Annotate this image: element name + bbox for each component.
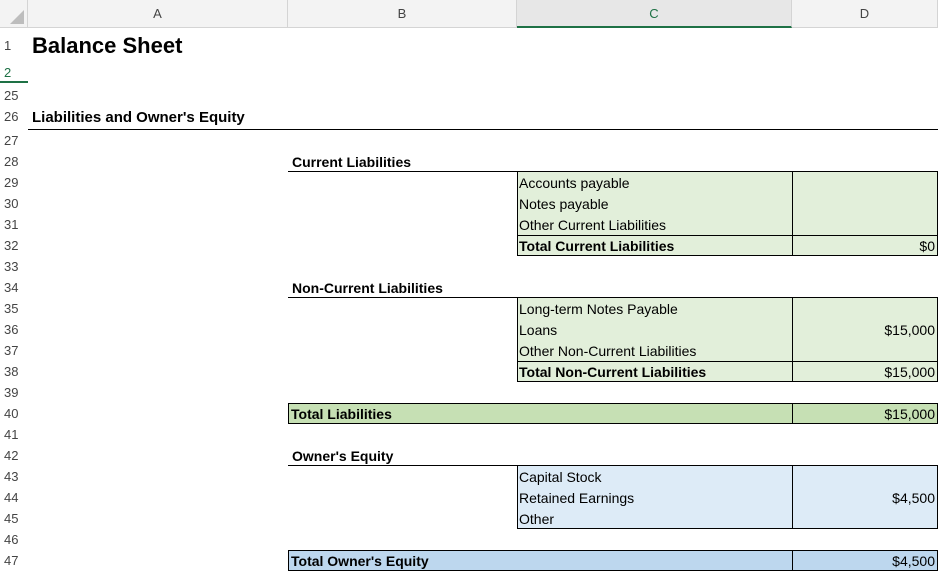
current-block-mid-border [792, 171, 793, 256]
row-selection-indicator [0, 81, 28, 83]
owners-equity-block-bottom-border [517, 528, 938, 529]
row-header-36[interactable]: 36 [0, 319, 28, 340]
non-current-liabilities-heading[interactable]: Non-Current Liabilities [292, 279, 443, 296]
non-current-block-bottom-border [517, 381, 938, 382]
total-liabilities-value[interactable]: $15,000 [884, 405, 935, 422]
row-header-30[interactable]: 30 [0, 193, 28, 214]
loans-label[interactable]: Loans [519, 321, 558, 338]
row-header-2-label: 2 [4, 64, 12, 80]
select-all-corner[interactable] [0, 0, 28, 28]
row-header-32[interactable]: 32 [0, 235, 28, 256]
non-current-block-left-border [517, 297, 518, 382]
row-header-46[interactable]: 46 [0, 529, 28, 550]
total-owners-equity-label[interactable]: Total Owner's Equity [291, 552, 429, 569]
current-block-bottom-border [517, 255, 938, 256]
other-current-liabilities-label[interactable]: Other Current Liabilities [519, 216, 667, 233]
row-header-25[interactable]: 25 [0, 85, 28, 106]
row-header-44[interactable]: 44 [0, 487, 28, 508]
row-header-34[interactable]: 34 [0, 277, 28, 298]
row-header-40[interactable]: 40 [0, 403, 28, 424]
row-header-26[interactable]: 26 [0, 106, 28, 127]
capital-stock-label[interactable]: Capital Stock [519, 468, 602, 485]
row-header-43[interactable]: 43 [0, 466, 28, 487]
total-current-liabilities-value[interactable]: $0 [919, 237, 935, 254]
owners-equity-heading-underline [288, 465, 517, 466]
column-header-d[interactable]: D [792, 0, 938, 28]
total-owners-equity-value[interactable]: $4,500 [892, 552, 935, 569]
row-header-37[interactable]: 37 [0, 340, 28, 361]
current-liabilities-heading-underline [288, 171, 517, 172]
notes-payable-label[interactable]: Notes payable [519, 195, 609, 212]
row-header-42[interactable]: 42 [0, 445, 28, 466]
row-header-27[interactable]: 27 [0, 130, 28, 151]
total-non-current-liabilities-label[interactable]: Total Non-Current Liabilities [519, 363, 707, 380]
non-current-block-top-border [517, 297, 938, 298]
other-equity-label[interactable]: Other [519, 510, 555, 527]
row-header-31[interactable]: 31 [0, 214, 28, 235]
non-current-items-value[interactable]: $15,000 [884, 321, 935, 338]
row-header-41[interactable]: 41 [0, 424, 28, 445]
accounts-payable-label[interactable]: Accounts payable [519, 174, 630, 191]
row-header-28[interactable]: 28 [0, 151, 28, 172]
owners-equity-items-value[interactable]: $4,500 [892, 489, 935, 506]
current-liabilities-heading[interactable]: Current Liabilities [292, 153, 412, 170]
row-header-45[interactable]: 45 [0, 508, 28, 529]
non-current-liabilities-heading-underline [288, 297, 517, 298]
column-header-c[interactable]: C [517, 0, 792, 28]
row-header-35[interactable]: 35 [0, 298, 28, 319]
owners-equity-block-mid-border [792, 465, 793, 529]
owners-equity-block-top-border [517, 465, 938, 466]
non-current-block-mid-border [792, 297, 793, 382]
other-non-current-liabilities-label[interactable]: Other Non-Current Liabilities [519, 342, 697, 359]
row-header-39[interactable]: 39 [0, 382, 28, 403]
row-header-2[interactable] [0, 61, 28, 83]
row-header-38[interactable]: 38 [0, 361, 28, 382]
section-title[interactable]: Liabilities and Owner's Equity [32, 108, 245, 126]
column-header-a[interactable]: A [28, 0, 288, 28]
total-non-current-liabilities-value[interactable]: $15,000 [884, 363, 935, 380]
owners-equity-block-left-border [517, 465, 518, 529]
owners-equity-heading[interactable]: Owner's Equity [292, 447, 394, 464]
total-current-liabilities-label[interactable]: Total Current Liabilities [519, 237, 675, 254]
column-header-b[interactable]: B [288, 0, 517, 28]
retained-earnings-label[interactable]: Retained Earnings [519, 489, 635, 506]
select-all-triangle-icon [10, 10, 24, 24]
current-total-top-border [517, 235, 938, 236]
section-title-underline [28, 129, 938, 130]
long-term-notes-payable-label[interactable]: Long-term Notes Payable [519, 300, 678, 317]
row-header-29[interactable]: 29 [0, 172, 28, 193]
sheet-title[interactable]: Balance Sheet [32, 33, 183, 58]
row-header-33[interactable]: 33 [0, 256, 28, 277]
non-current-total-top-border [517, 361, 938, 362]
current-block-left-border [517, 171, 518, 256]
total-liabilities-label[interactable]: Total Liabilities [291, 405, 392, 422]
row-header-1[interactable]: 1 [0, 29, 28, 61]
row-header-47[interactable]: 47 [0, 550, 28, 571]
current-block-top-border [517, 171, 938, 172]
